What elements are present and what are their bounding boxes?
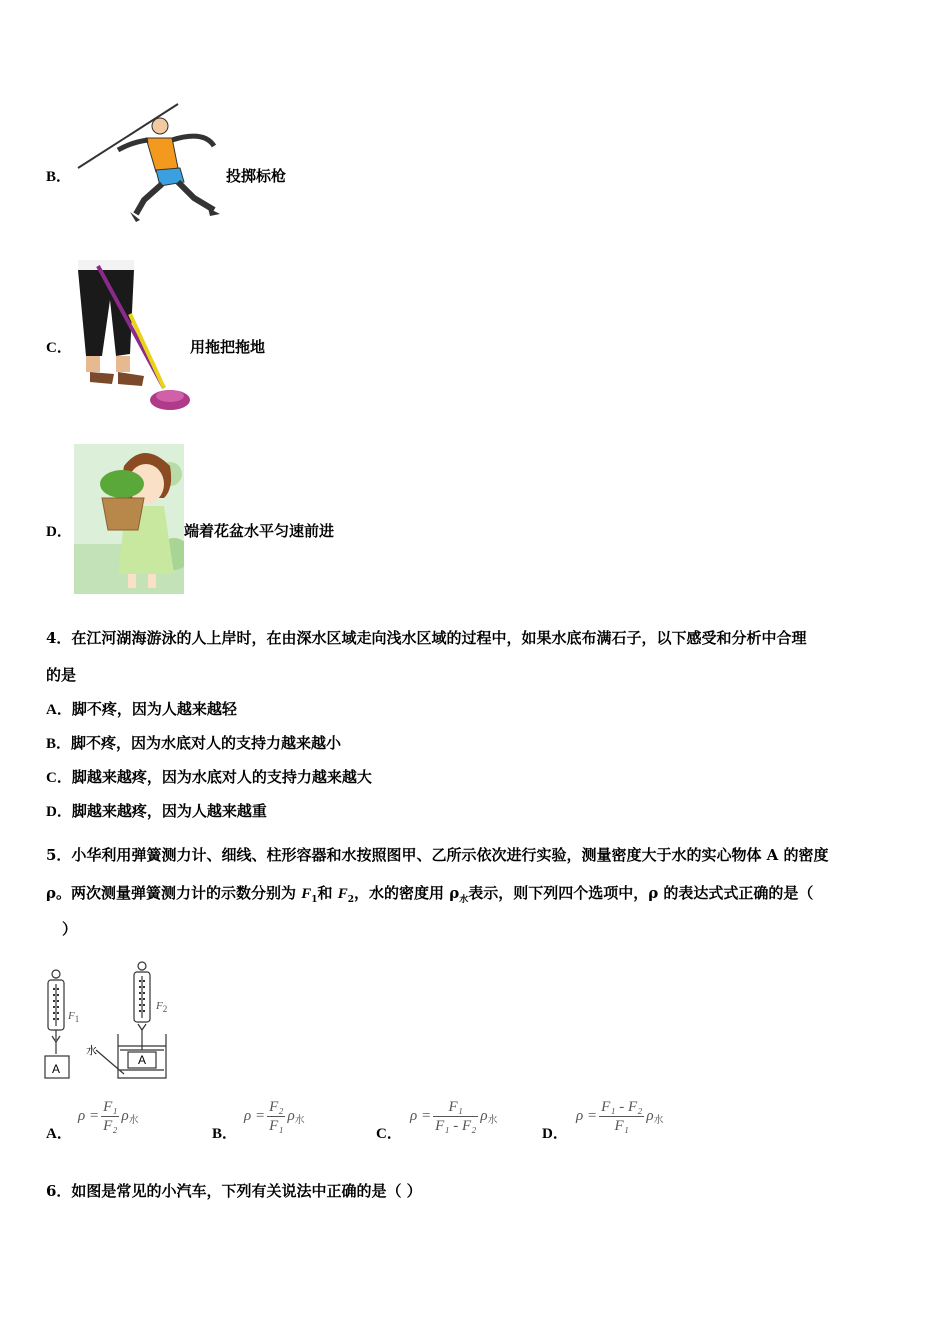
q5-stem-line2: [46, 883, 813, 910]
q5-stem-line2-d: 表示，则下列四个选项中，ρ 的表达式式正确的是（: [468, 884, 814, 902]
q5-stem-line2-a: ρ。两次测量弹簧测力计的示数分别为: [46, 884, 302, 902]
q4-option-a-text: 脚不疼，因为人越来越轻: [71, 700, 237, 718]
q5-option-b-formula: ρ = $\frac{\text{F₂}}{\text{F₁}}$ $\rho_水$: [244, 1099, 305, 1134]
q5-f2: F: [337, 886, 348, 902]
q5-f1-sub: 1: [311, 895, 318, 905]
q5-f2-sub: 2: [347, 895, 354, 905]
q5-water-sub: 水: [459, 895, 469, 905]
option-b-label: B．: [46, 169, 72, 185]
q5-option-a-label: A．: [46, 1126, 72, 1142]
q5-option-d-formula: ρ = $\frac{\text{F₁ - F₂}}{\text{F₁}}$ $\rho_水$: [576, 1099, 664, 1134]
spring-scale-figure: [40, 958, 180, 1084]
q6-stem-line1: 6．如图是常见的小汽车，下列有关说法中正确的是（ ）: [46, 1182, 422, 1200]
option-d-caption: 端着花盆水平匀速前进: [184, 522, 335, 540]
q4-option-b: [46, 733, 341, 754]
figure-block-a-left: A: [52, 1062, 61, 1076]
option-c-label: C．: [46, 340, 72, 356]
figure-f2-label: $F_2$: [156, 1000, 168, 1015]
figure-block-a-right: A: [138, 1053, 147, 1067]
q5-option-d-label: D．: [542, 1126, 568, 1142]
q5-f1: F: [301, 886, 312, 902]
q4-stem-line2: 的是: [46, 666, 77, 684]
q4-option-d: [46, 801, 267, 822]
q4-option-c-text: 脚越来越疼，因为水底对人的支持力越来越大: [71, 768, 372, 786]
q4-option-d-text: 脚越来越疼，因为人越来越重: [71, 802, 267, 820]
q4-option-c-label: C．: [46, 770, 72, 786]
q4-option-b-text: 脚不疼，因为水底对人的支持力越来越小: [71, 734, 342, 752]
q5-stem-line1: 5．小华利用弹簧测力计、细线、柱形容器和水按照图甲、乙所示依次进行实验，测量密度大于水的实心物体 A 的密度: [46, 846, 829, 864]
option-d-label: D．: [46, 524, 72, 540]
q4-stem-line1: 4．在江河湖海游泳的人上岸时，在由深水区域走向浅水区域的过程中，如果水底布满石子，以下感受和分析中合理: [46, 629, 807, 647]
option-c-caption: 用拖把拖地: [190, 338, 266, 356]
q4-option-d-label: D．: [46, 804, 72, 820]
figure-water-label: 水: [86, 1044, 97, 1057]
q4-option-c: [46, 767, 372, 788]
q5-option-c-formula: ρ = $\frac{\text{F₁}}{\text{F₁ - F₂}}$ $\rho_水$: [410, 1099, 498, 1134]
q5-stem-line2-c: ，水的密度用 ρ: [354, 884, 460, 902]
option-b-caption: 投掷标枪: [226, 167, 287, 185]
q5-stem-line3: ）: [62, 920, 78, 938]
q4-option-a: [46, 699, 237, 720]
girl-carrying-flowerpot-image: [74, 444, 184, 594]
mopping-image: [74, 260, 190, 414]
javelin-thrower-image: [74, 100, 224, 225]
q5-option-a-formula: ρ = $\frac{\text{F₁}}{\text{F₂}}$ $\rho_水$: [78, 1099, 139, 1134]
figure-f1-label: $F_1$: [68, 1010, 80, 1025]
q5-stem-line2-b: 和: [317, 884, 338, 902]
q4-option-a-label: A．: [46, 702, 72, 718]
q5-option-c-label: C．: [376, 1126, 402, 1142]
q5-option-b-label: B．: [212, 1126, 238, 1142]
q4-option-b-label: B．: [46, 736, 72, 752]
